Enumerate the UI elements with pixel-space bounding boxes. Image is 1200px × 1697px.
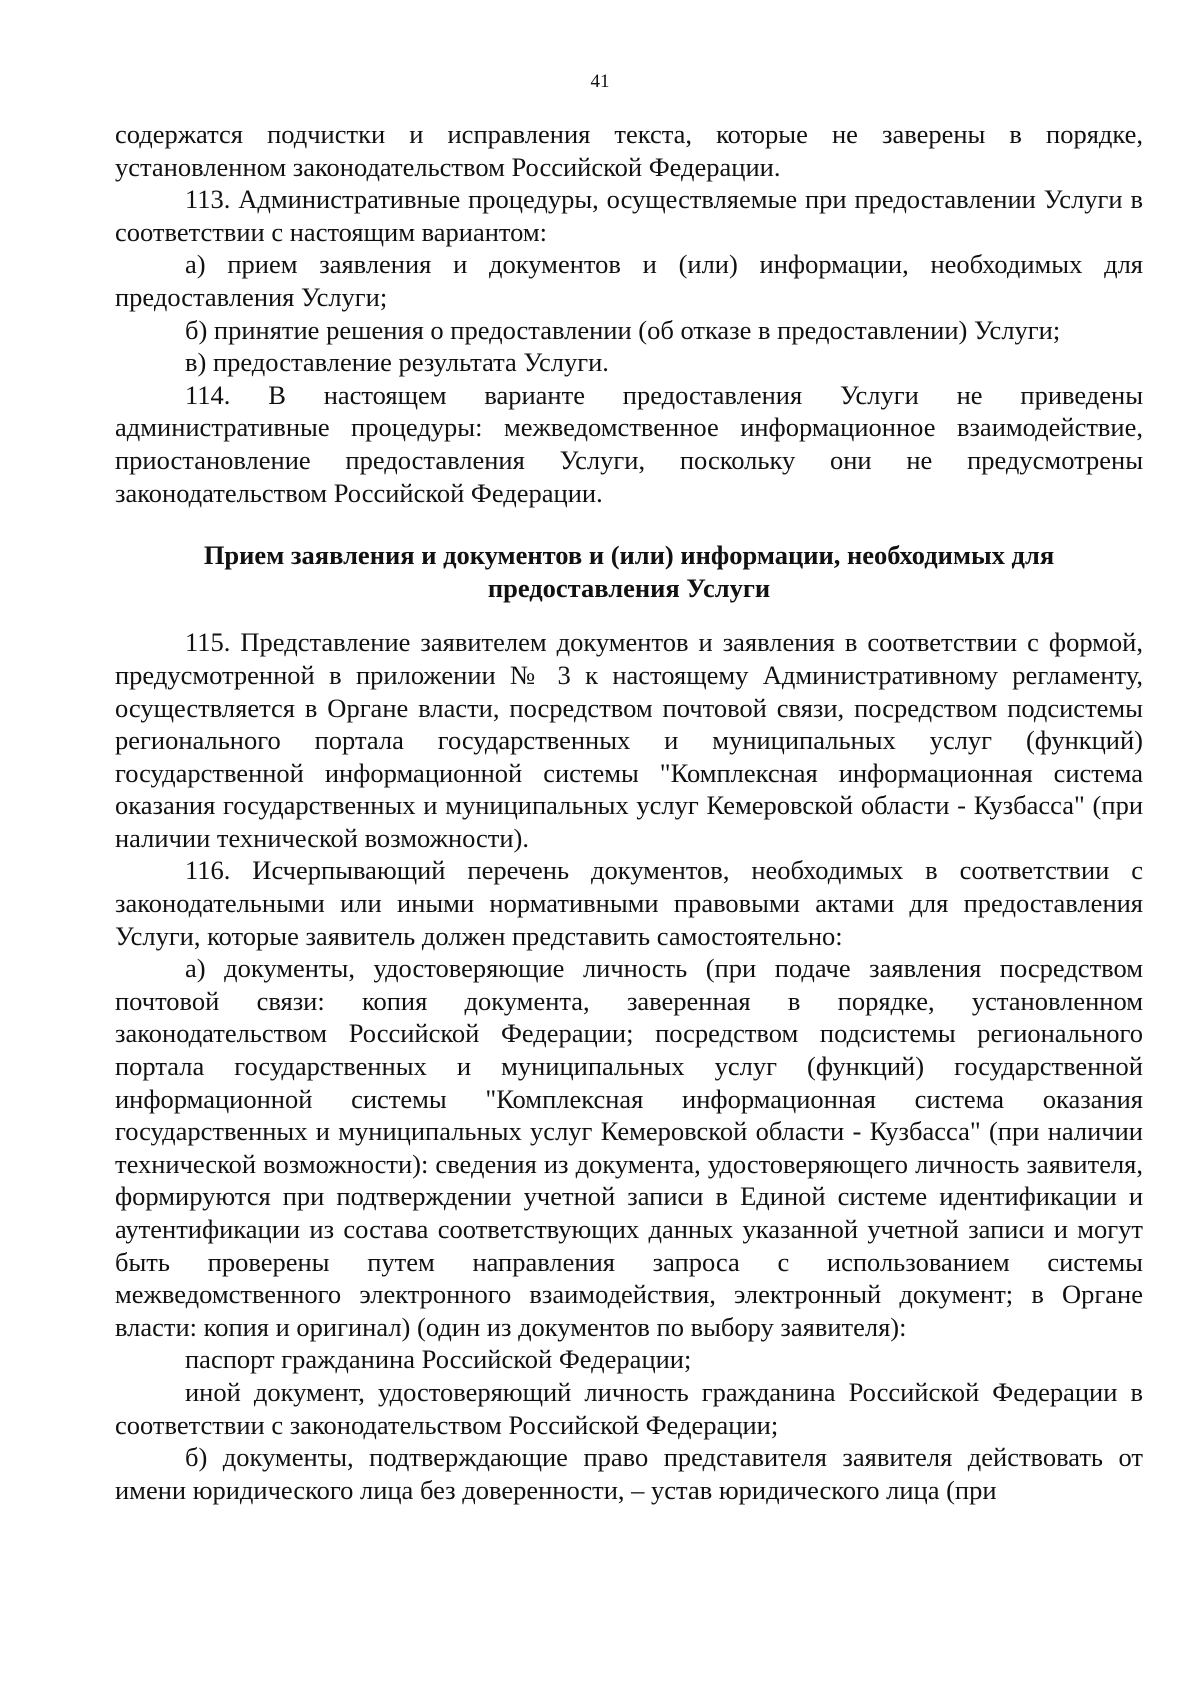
paragraph: содержатся подчистки и исправления текста, которые не заверены в порядке, установленном законодательством Российской Федерации. <box>115 119 1143 182</box>
paragraph: паспорт гражданина Российской Федерации; <box>185 1344 692 1375</box>
paragraphs-before <box>115 118 1143 509</box>
page-number: 41 <box>590 71 610 92</box>
paragraph: 113. Административные процедуры, осуществляемые при предоставлении Услуги в соответствии с настоящим вариантом: <box>115 184 1143 247</box>
paragraph: а) документы, удостоверяющие личность (при подаче заявления посредством почтовой связи: копия документа, заверенная в порядке, установленном законодательством Российской Федерации; посредством подсистемы регионального портала государственных и муниципальных услуг (функций) государственной информационной системы "Комплексная информационная система оказания государственных и муниципальных услуг Кемеровской области - Кузбасса" (при наличии технической возможности): сведения из документа, удостоверяющего личность заявителя, формируются при подтверждении учетной записи в Единой системе идентификации и аутентификации из состава соответствующих данных указанной учетной записи и могут быть проверены путем направления запроса с использованием системы межведомственного электронного взаимодействия, электронный документ; в Органе власти: копия и оригинал) (один из документов по выбору заявителя): <box>115 953 1143 1342</box>
paragraph: иной документ, удостоверяющий личность гражданина Российской Федерации в соответствии с законодательством Российской Федерации; <box>115 1376 1143 1440</box>
paragraph: б) документы, подтверждающие право представителя заявителя действовать от имени юридического лица без доверенности, – устав юридического лица (при <box>115 1442 1143 1505</box>
paragraph: а) прием заявления и документов и (или) информации, необходимых для предоставления Услуги; <box>115 249 1143 312</box>
paragraph: 114. В настоящем варианте предоставления Услуги не приведены административные процедуры: межведомственное информационное взаимодействие, приостановление предоставления Услуги, поскольку они не предусмотрены законодательством Российской Федерации. <box>115 379 1143 508</box>
section-heading: Прием заявления и документов и (или) информации, необходимых для предоставления Услуги <box>203 540 1055 603</box>
paragraph: 115. Представление заявителем документов и заявления в соответствии с формой, предусмотренной в приложении № 3 к настоящему Административному регламенту, осуществляется в Органе власти, посредством почтовой связи, посредством подсистемы регионального портала государственных и муниципальных услуг (функций) государственной информационной системы "Комплексная информационная система оказания государственных и муниципальных услуг Кемеровской области - Кузбасса" (при наличии технической возможности). <box>115 627 1143 853</box>
document-body <box>115 118 1143 1506</box>
paragraphs-after <box>115 626 1143 1506</box>
paragraph: б) принятие решения о предоставлении (об отказе в предоставлении) Услуги; <box>185 314 1061 345</box>
paragraph: 116. Исчерпывающий перечень документов, необходимых в соответствии с законодательными или иными нормативными правовыми актами для предоставления Услуги, которые заявитель должен представить самостоятельно: <box>115 855 1143 951</box>
paragraph: в) предоставление результата Услуги. <box>185 347 609 378</box>
